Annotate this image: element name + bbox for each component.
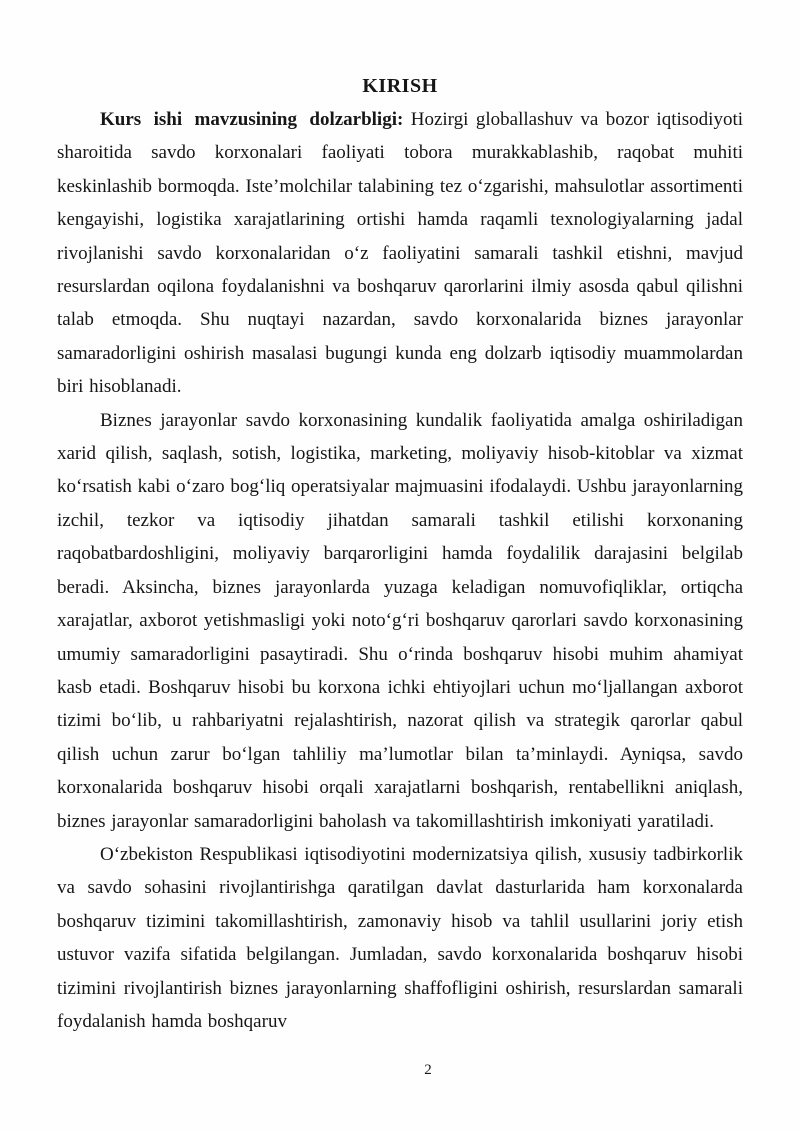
page-number: 2	[424, 1062, 432, 1078]
paragraph-1	[57, 103, 743, 404]
paragraph-3-text: O‘zbekiston Respublikasi iqtisodiyotini modernizatsiya qilish, xususiy tadbirkorlik va savdo sohasini rivojlantirishga qaratilgan davlat dasturlarida ham korxonalarda boshqaruv tizimini takomillashtirish, zamonaviy hisob va tahlil usullarini joriy etish ustuvor vazifa sifatida belgilangan. Jumladan, savdo korxonalarida boshqaruv hisobi tizimini rivojlantirish biznes jarayonlarning shaffofligini oshirish, resurslardan samarali foydalanish hamda boshqaruv	[57, 843, 743, 1032]
paragraph-2	[57, 404, 743, 838]
paragraph-1-text: Hozirgi globallashuv va bozor iqtisodiyoti sharoitida savdo korxonalari faoliyati tobora murakkablashib, raqobat muhiti keskinlashib bormoqda. Iste’molchilar talabining tez o‘zgarishi, mahsulotlar assortimenti kengayishi, logistika xarajatlarining ortishi hamda raqamli texnologiyalarning jadal rivojlanishi savdo korxonalaridan o‘z faoliyatini samarali tashkil etishni, mavjud resurslardan oqilona foydalanishni va boshqaruv qarorlarini ilmiy asosda qabul qilishni talab etmoqda. Shu nuqtayi nazardan, savdo korxonalarida biznes jarayonlar samaradorligini oshirish masalasi bugungi kunda eng dolzarb iqtisodiy muammolardan biri hisoblanadi.	[57, 109, 743, 398]
page-title: KIRISH	[362, 75, 438, 97]
paragraph-2-text: Biznes jarayonlar savdo korxonasining kundalik faoliyatida amalga oshiriladigan xarid qilish, saqlash, sotish, logistika, marketing, moliyaviy hisob-kitoblar va xizmat ko‘rsatish kabi o‘zaro bog‘liq operatsiyalar majmuasini ifodalaydi. Ushbu jarayonlarning izchil, tezkor va iqtisodiy jihatdan samarali tashkil etilishi korxonaning raqobatbardoshligini, moliyaviy barqarorligini hamda foydalilik darajasini belgilab beradi. Aksincha, biznes jarayonlarda yuzaga keladigan nomuvofiqliklar, ortiqcha xarajatlar, axborot yetishmasligi yoki noto‘g‘ri boshqaruv qarorlari savdo korxonasining umumiy samaradorligini pasaytiradi. Shu o‘rinda boshqaruv hisobi muhim ahamiyat kasb etadi. Boshqaruv hisobi bu korxona ichki ehtiyojlari uchun mo‘ljallangan axborot tizimi bo‘lib, u rahbariyatni rejalashtirish, nazorat qilish va strategik qarorlar qabul qilish uchun zarur bo‘lgan tahliliy ma’lumotlar bilan ta’minlaydi. Ayniqsa, savdo korxonalarida boshqaruv hisobi orqali xarajatlarni boshqarish, rentabellikni aniqlash, biznes jarayonlar samaradorligini baholash va takomillashtirish imkoniyati yaratiladi.	[57, 409, 744, 832]
paragraph-1-lead: Kurs ishi mavzusining dolzarbligi:	[100, 109, 404, 130]
page-footer	[0, 1061, 800, 1079]
paragraph-3	[57, 838, 743, 1038]
